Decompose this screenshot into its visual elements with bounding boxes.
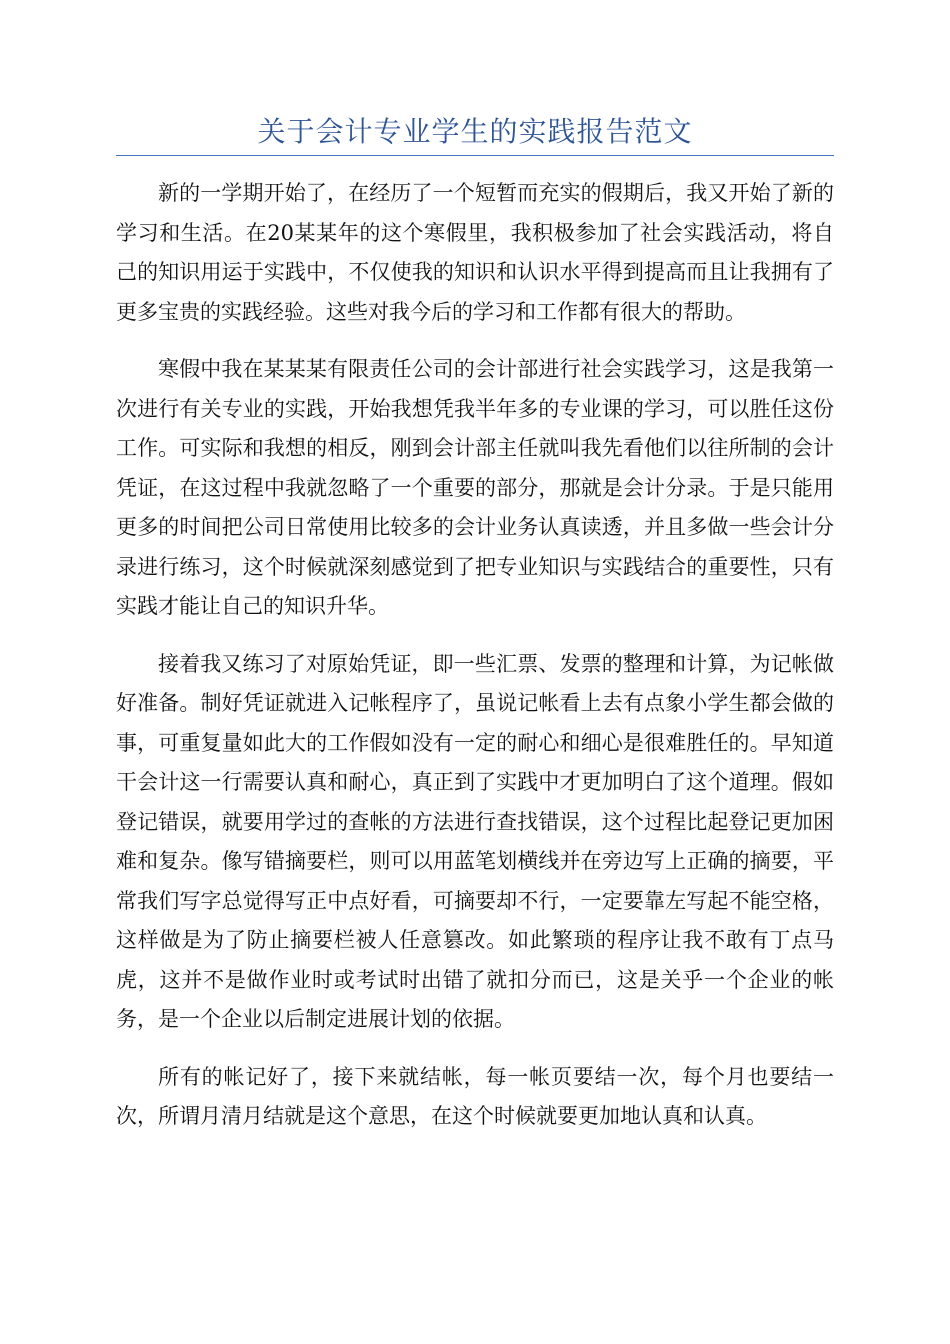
paragraph-2: 寒假中我在某某某有限责任公司的会计部进行社会实践学习，这是我第一次进行有关专业的实践，开始我想凭我半年多的专业课的学习，可以胜任这份工作。可实际和我想的相反，刚到会计部主任就叫我先看他们以往所制的会计凭证，在这过程中我就忽略了一个重要的部分，那就是会计分录。于是只能用更多的时间把公司日常使用比较多的会计业务认真读透，并且多做一些会计分录进行练习，这个时候就深刻感觉到了把专业知识与实践结合的重要性，只有实践才能让自己的知识升华。 (116, 357, 834, 618)
document-body (116, 174, 834, 1155)
paragraph-4: 所有的帐记好了，接下来就结帐，每一帐页要结一次，每个月也要结一次，所谓月清月结就是这个意思，在这个时候就要更加地认真和认真。 (116, 1064, 834, 1128)
document-title: 关于会计专业学生的实践报告范文 (257, 115, 693, 148)
paragraph-3: 接着我又练习了对原始凭证，即一些汇票、发票的整理和计算，为记帐做好准备。制好凭证就进入记帐程序了，虽说记帐看上去有点象小学生都会做的事，可重复量如此大的工作假如没有一定的耐心和细心是很难胜任的。早知道干会计这一行需要认真和耐心，真正到了实践中才更加明白了这个道理。假如登记错误，就要用学过的查帐的方法进行查找错误，这个过程比起登记更加困难和复杂。像写错摘要栏，则可以用蓝笔划横线并在旁边写上正确的摘要，平常我们写字总觉得写正中点好看，可摘要却不行，一定要靠左写起不能空格，这样做是为了防止摘要栏被人任意篡改。如此繁琐的程序让我不敢有丁点马虎，这并不是做作业时或考试时出错了就扣分而已，这是关乎一个企业的帐务，是一个企业以后制定进展计划的依据。 (116, 651, 834, 1031)
title-underline (116, 155, 834, 156)
paragraph-1: 新的一学期开始了，在经历了一个短暂而充实的假期后，我又开始了新的学习和生活。在20某某年的这个寒假里，我积极参加了社会实践活动，将自己的知识用运于实践中，不仅使我的知识和认识水平得到提高而且让我拥有了更多宝贵的实践经验。这些对我今后的学习和工作都有很大的帮助。 (116, 181, 834, 324)
